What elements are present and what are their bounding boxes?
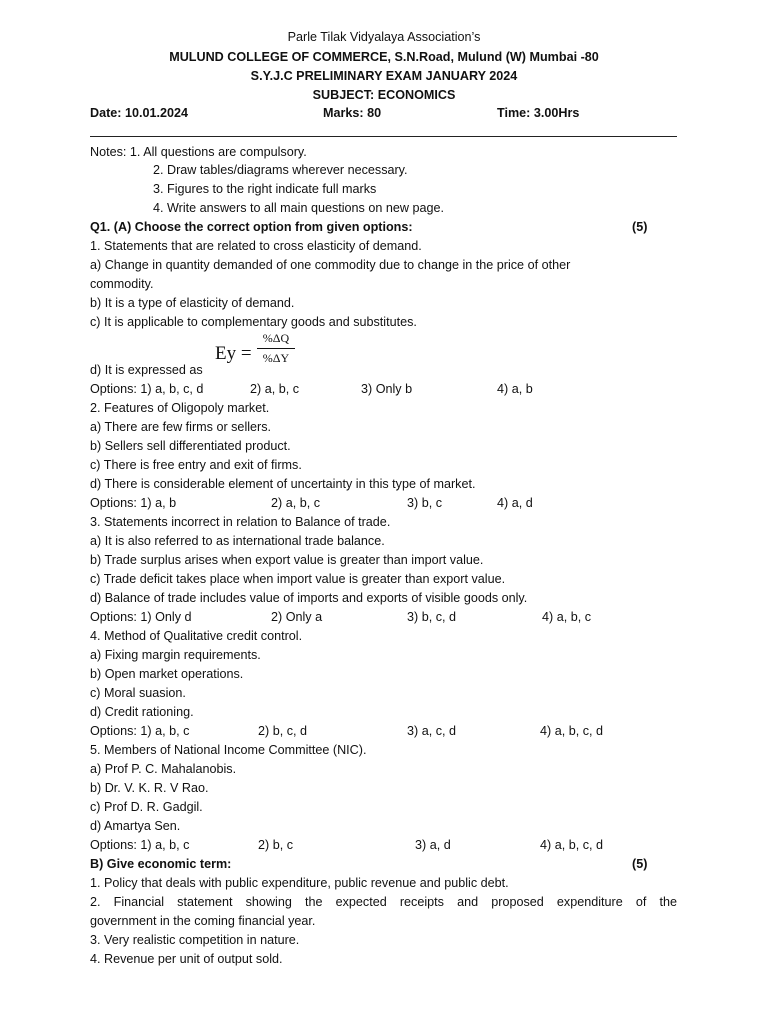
note-2: 2. Draw tables/diagrams wherever necessary. [153, 163, 408, 177]
question-2-choice-2: 2) a, b, c [271, 496, 320, 510]
question-1-option-c: c) It is applicable to complementary goods and substitutes. [90, 315, 417, 329]
question-5-option-d: d) Amartya Sen. [90, 819, 181, 833]
question-2-choice-1: Options: 1) a, b [90, 496, 177, 510]
q1a-heading: Q1. (A) Choose the correct option from given options: [90, 220, 413, 234]
formula-fraction [257, 331, 295, 366]
question-4-choice-1: Options: 1) a, b, c [90, 724, 190, 738]
formula-numerator: %ΔQ [262, 331, 290, 345]
q1a-marks: (5) [632, 220, 648, 234]
exam-date: Date: 10.01.2024 [90, 106, 189, 120]
q1b-marks: (5) [632, 857, 648, 871]
question-4-option-c: c) Moral suasion. [90, 686, 186, 700]
question-3-option-d: d) Balance of trade includes value of imports and exports of visible goods only. [90, 591, 528, 605]
question-3-choice-1: Options: 1) Only d [90, 610, 192, 624]
question-1-choice-2: 2) a, b, c [250, 382, 299, 396]
formula-lhs: Ey = [215, 343, 252, 364]
question-1-option-d: d) It is expressed as [90, 363, 203, 377]
question-1-choice-1: Options: 1) a, b, c, d [90, 382, 204, 396]
question-2-option-c: c) There is free entry and exit of firms. [90, 458, 302, 472]
term-4: 4. Revenue per unit of output sold. [90, 952, 283, 966]
question-4-choice-2: 2) b, c, d [258, 724, 307, 738]
question-3-choice-2: 2) Only a [271, 610, 323, 624]
question-5-choice-2: 2) b, c [258, 838, 293, 852]
question-5-choice-4: 4) a, b, c, d [540, 838, 603, 852]
question-5-choice-1: Options: 1) a, b, c [90, 838, 190, 852]
association-name: Parle Tilak Vidyalaya Association’s [287, 30, 481, 44]
note-4: 4. Write answers to all main questions on new page. [153, 201, 444, 215]
question-2-option-a: a) There are few firms or sellers. [90, 420, 272, 434]
note-3: 3. Figures to the right indicate full marks [153, 182, 377, 196]
question-5-option-b: b) Dr. V. K. R. V Rao. [90, 781, 209, 795]
term-2-cont: government in the coming financial year. [90, 914, 316, 928]
question-3-stem: 3. Statements incorrect in relation to Balance of trade. [90, 515, 391, 529]
question-1-option-a-cont: commodity. [90, 277, 154, 291]
question-2-option-d: d) There is considerable element of uncertainty in this type of market. [90, 477, 476, 491]
question-4-option-d: d) Credit rationing. [90, 705, 194, 719]
formula-fraction-bar [257, 348, 295, 349]
question-2-stem: 2. Features of Oligopoly market. [90, 401, 270, 415]
question-1-choice-3: 3) Only b [361, 382, 413, 396]
question-5-option-a: a) Prof P. C. Mahalanobis. [90, 762, 237, 776]
question-4-option-a: a) Fixing margin requirements. [90, 648, 261, 662]
question-5-choice-3: 3) a, d [415, 838, 451, 852]
exam-marks: Marks: 80 [323, 106, 382, 120]
question-1-stem: 1. Statements that are related to cross elasticity of demand. [90, 239, 422, 253]
question-3-choice-4: 4) a, b, c [542, 610, 591, 624]
question-3-choice-3: 3) b, c, d [407, 610, 456, 624]
subject-title: SUBJECT: ECONOMICS [312, 88, 456, 102]
question-1-option-a: a) Change in quantity demanded of one commodity due to change in the price of other [90, 258, 571, 272]
question-5-option-c: c) Prof D. R. Gadgil. [90, 800, 203, 814]
question-1-choice-4: 4) a, b [497, 382, 533, 396]
exam-time: Time: 3.00Hrs [497, 106, 580, 120]
question-4-stem: 4. Method of Qualitative credit control. [90, 629, 303, 643]
question-1-option-b: b) It is a type of elasticity of demand. [90, 296, 295, 310]
question-5-stem: 5. Members of National Income Committee (NIC). [90, 743, 367, 757]
question-3-option-b: b) Trade surplus arises when export value is greater than import value. [90, 553, 484, 567]
term-2: 2. Financial statement showing the expected receipts and proposed expenditure of the [90, 895, 677, 909]
college-name: MULUND COLLEGE OF COMMERCE, S.N.Road, Mulund (W) Mumbai -80 [169, 50, 599, 64]
question-3-option-c: c) Trade deficit takes place when import value is greater than export value. [90, 572, 506, 586]
question-3-option-a: a) It is also referred to as international trade balance. [90, 534, 385, 548]
q1b-heading: B) Give economic term: [90, 857, 232, 871]
term-1: 1. Policy that deals with public expenditure, public revenue and public debt. [90, 876, 509, 890]
question-4-choice-3: 3) a, c, d [407, 724, 456, 738]
question-2-choice-3: 3) b, c [407, 496, 442, 510]
note-1: Notes: 1. All questions are compulsory. [90, 145, 307, 159]
question-2-option-b: b) Sellers sell differentiated product. [90, 439, 291, 453]
question-4-choice-4: 4) a, b, c, d [540, 724, 603, 738]
formula-denominator: %ΔY [262, 351, 290, 365]
question-4-option-b: b) Open market operations. [90, 667, 244, 681]
exam-title: S.Y.J.C PRELIMINARY EXAM JANUARY 2024 [250, 69, 518, 83]
header-divider [90, 136, 677, 137]
question-2-choice-4: 4) a, d [497, 496, 533, 510]
term-3: 3. Very realistic competition in nature. [90, 933, 300, 947]
